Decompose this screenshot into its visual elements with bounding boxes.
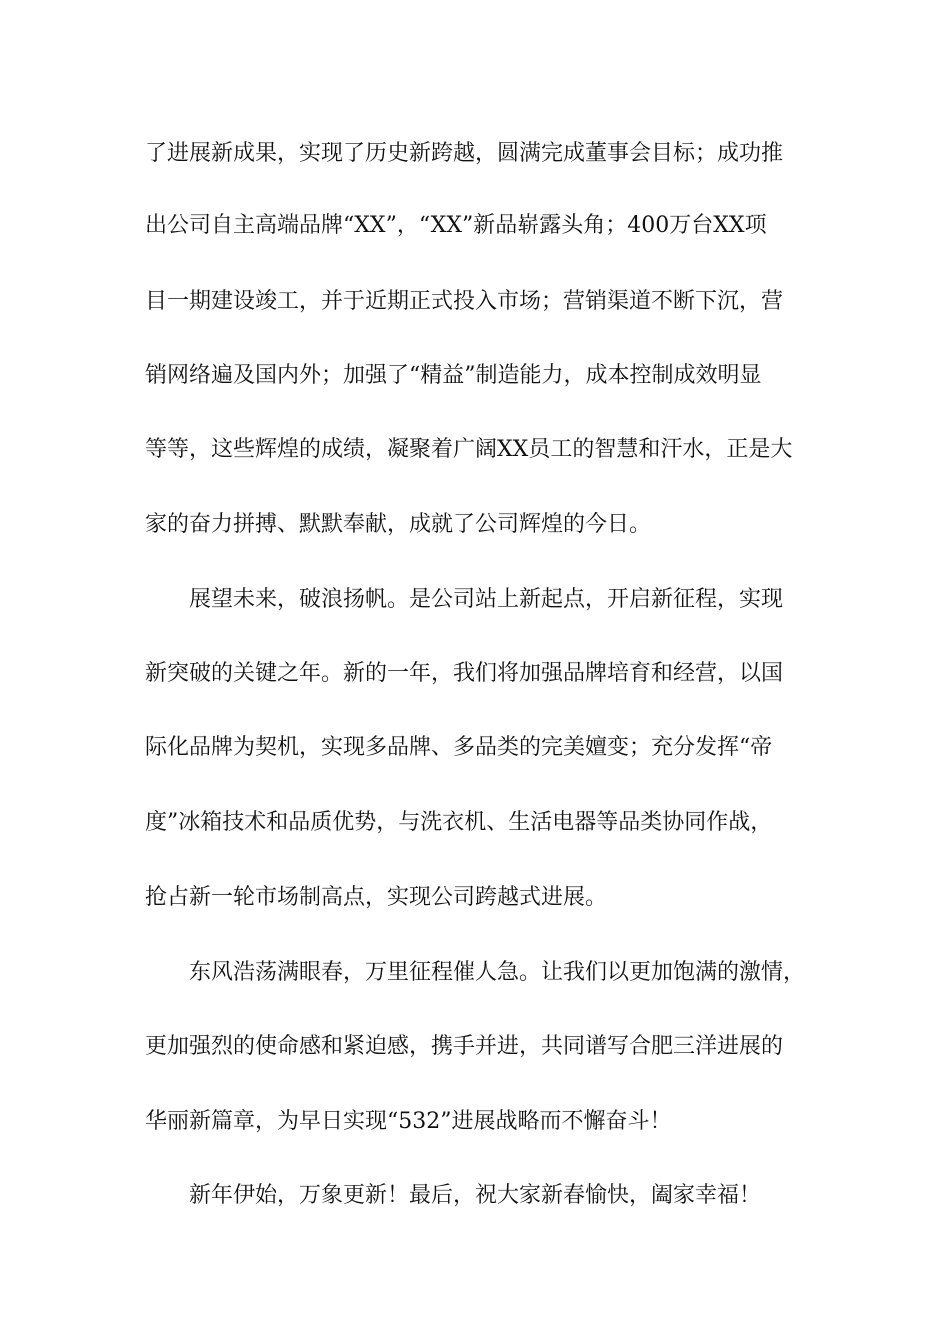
text-line-14: 华丽新篇章，为早日实现“532”进展战略而不懈奋斗！ [145, 1109, 672, 1134]
text-line-11: 抢占新一轮市场制高点，实现公司跨越式进展。 [145, 885, 608, 910]
text-line-3: 目一期建设竣工，并于近期正式投入市场；营销渠道不断下沉，营 [145, 289, 784, 314]
text-line-10: 度”冰箱技术和品质优势，与洗衣机、生活电器等品类协同作战， [145, 810, 773, 835]
text-line-8: 新突破的关键之年。新的一年，我们将加强品牌培育和经营，以国 [145, 661, 784, 686]
text-line-15: 新年伊始，万象更新！最后，祝大家新春愉快，阖家幸福！ [189, 1183, 762, 1208]
text-line-9: 际化品牌为契机，实现多品牌、多品类的完美嬗变；充分发挥“帝 [145, 735, 773, 760]
text-line-13: 更加强烈的使命感和紧迫感，携手并进，共同谱写合肥三洋进展的 [145, 1034, 784, 1059]
text-line-2: 出公司自主高端品牌“XX”，“XX”新品崭露头角；400万台XX项 [145, 213, 767, 238]
text-line-12: 东风浩荡满眼春，万里征程催人急。让我们以更加饱满的激情， [189, 960, 806, 985]
text-line-4: 销网络遍及国内外；加强了“精益”制造能力，成本控制成效明显 [145, 363, 762, 388]
text-line-5: 等等，这些辉煌的成绩，凝聚着广阔XX员工的智慧和汗水，正是大 [145, 437, 793, 462]
text-line-7: 展望未来，破浪扬帆。是公司站上新起点，开启新征程，实现 [189, 587, 784, 612]
text-line-1: 了进展新成果，实现了历史新跨越，圆满完成董事会目标；成功推 [145, 141, 784, 166]
text-line-6: 家的奋力拼搏、默默奉献，成就了公司辉煌的今日。 [145, 512, 652, 537]
